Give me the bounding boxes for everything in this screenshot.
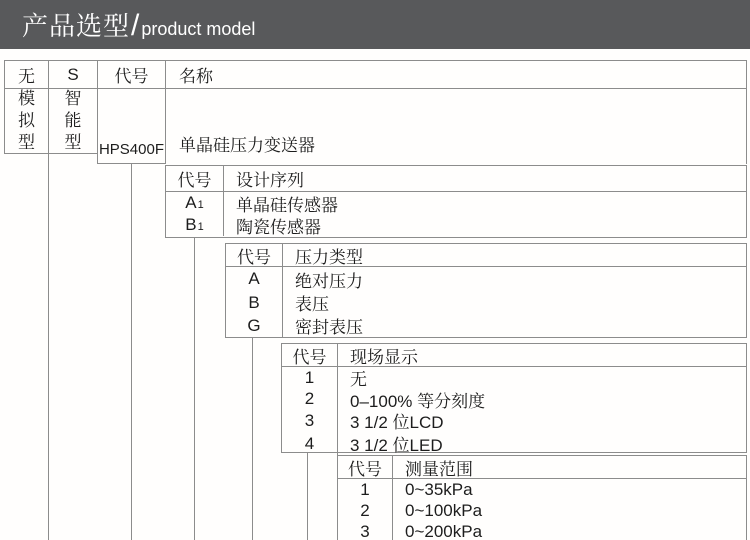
option-code: 1 [282, 367, 338, 388]
section-title: 现场显示 [338, 344, 746, 367]
header-cell-s: S [67, 64, 79, 84]
section-pressure-type [225, 243, 747, 338]
option-label: 陶瓷传感器 [236, 217, 321, 237]
option-label: 3 1/2 位LED [350, 436, 443, 455]
option-label: 0~100kPa [405, 500, 483, 520]
option-label: 0–100% 等分刻度 [350, 391, 486, 411]
option-code: B [226, 291, 283, 314]
option-code: A [226, 267, 283, 291]
section-measuring-range [337, 455, 747, 540]
section-design-series [165, 165, 747, 238]
section-title: 压力类型 [283, 244, 746, 267]
section-local-display [281, 343, 747, 453]
cell-smart-type: 智能型 [64, 89, 82, 152]
option-code: 4 [282, 431, 338, 456]
option-code: 2 [282, 388, 338, 410]
option-label: 密封表压 [295, 318, 363, 337]
option-code: 2 [338, 500, 393, 521]
option-code: A 1 [166, 192, 224, 214]
option-code: G [226, 314, 283, 337]
option-label: 0~200kPa [405, 521, 483, 540]
section-code-header: 代号 [282, 344, 338, 367]
table-border-right [746, 60, 747, 164]
option-label: 单晶硅传感器 [236, 195, 338, 215]
connector-line [194, 237, 195, 540]
option-code: 3 [282, 410, 338, 431]
option-label: 无 [350, 370, 367, 389]
option-label: 绝对压力 [295, 271, 363, 291]
option-code: B 1 [166, 214, 224, 236]
cell-model-code: HPS400F [98, 141, 165, 158]
cell-analog-type: 模拟型 [18, 89, 35, 152]
header-cell-name: 名称 [179, 67, 213, 86]
connector-line [252, 338, 253, 540]
connector-line [307, 453, 308, 540]
option-label: 表压 [295, 295, 329, 314]
option-label: 0~35kPa [405, 479, 473, 499]
connector-line [131, 163, 132, 540]
section-code-header: 代号 [226, 244, 283, 267]
option-label: 3 1/2 位LCD [350, 413, 444, 432]
code-subscript: 1 [197, 221, 204, 233]
header-cell-none: 无 [18, 67, 35, 86]
cell-model-name: 单晶硅压力变送器 [179, 136, 315, 155]
header-cell-code: 代号 [114, 67, 149, 86]
option-code: 3 [338, 521, 393, 540]
section-title: 设计序列 [224, 166, 746, 192]
section-title: 测量范围 [393, 456, 746, 479]
section-code-header: 代号 [166, 166, 224, 192]
section-code-header: 代号 [338, 456, 393, 479]
page-header: 产品选型 / product model [0, 0, 750, 49]
code-subscript: 1 [197, 199, 204, 211]
option-code: 1 [338, 479, 393, 500]
